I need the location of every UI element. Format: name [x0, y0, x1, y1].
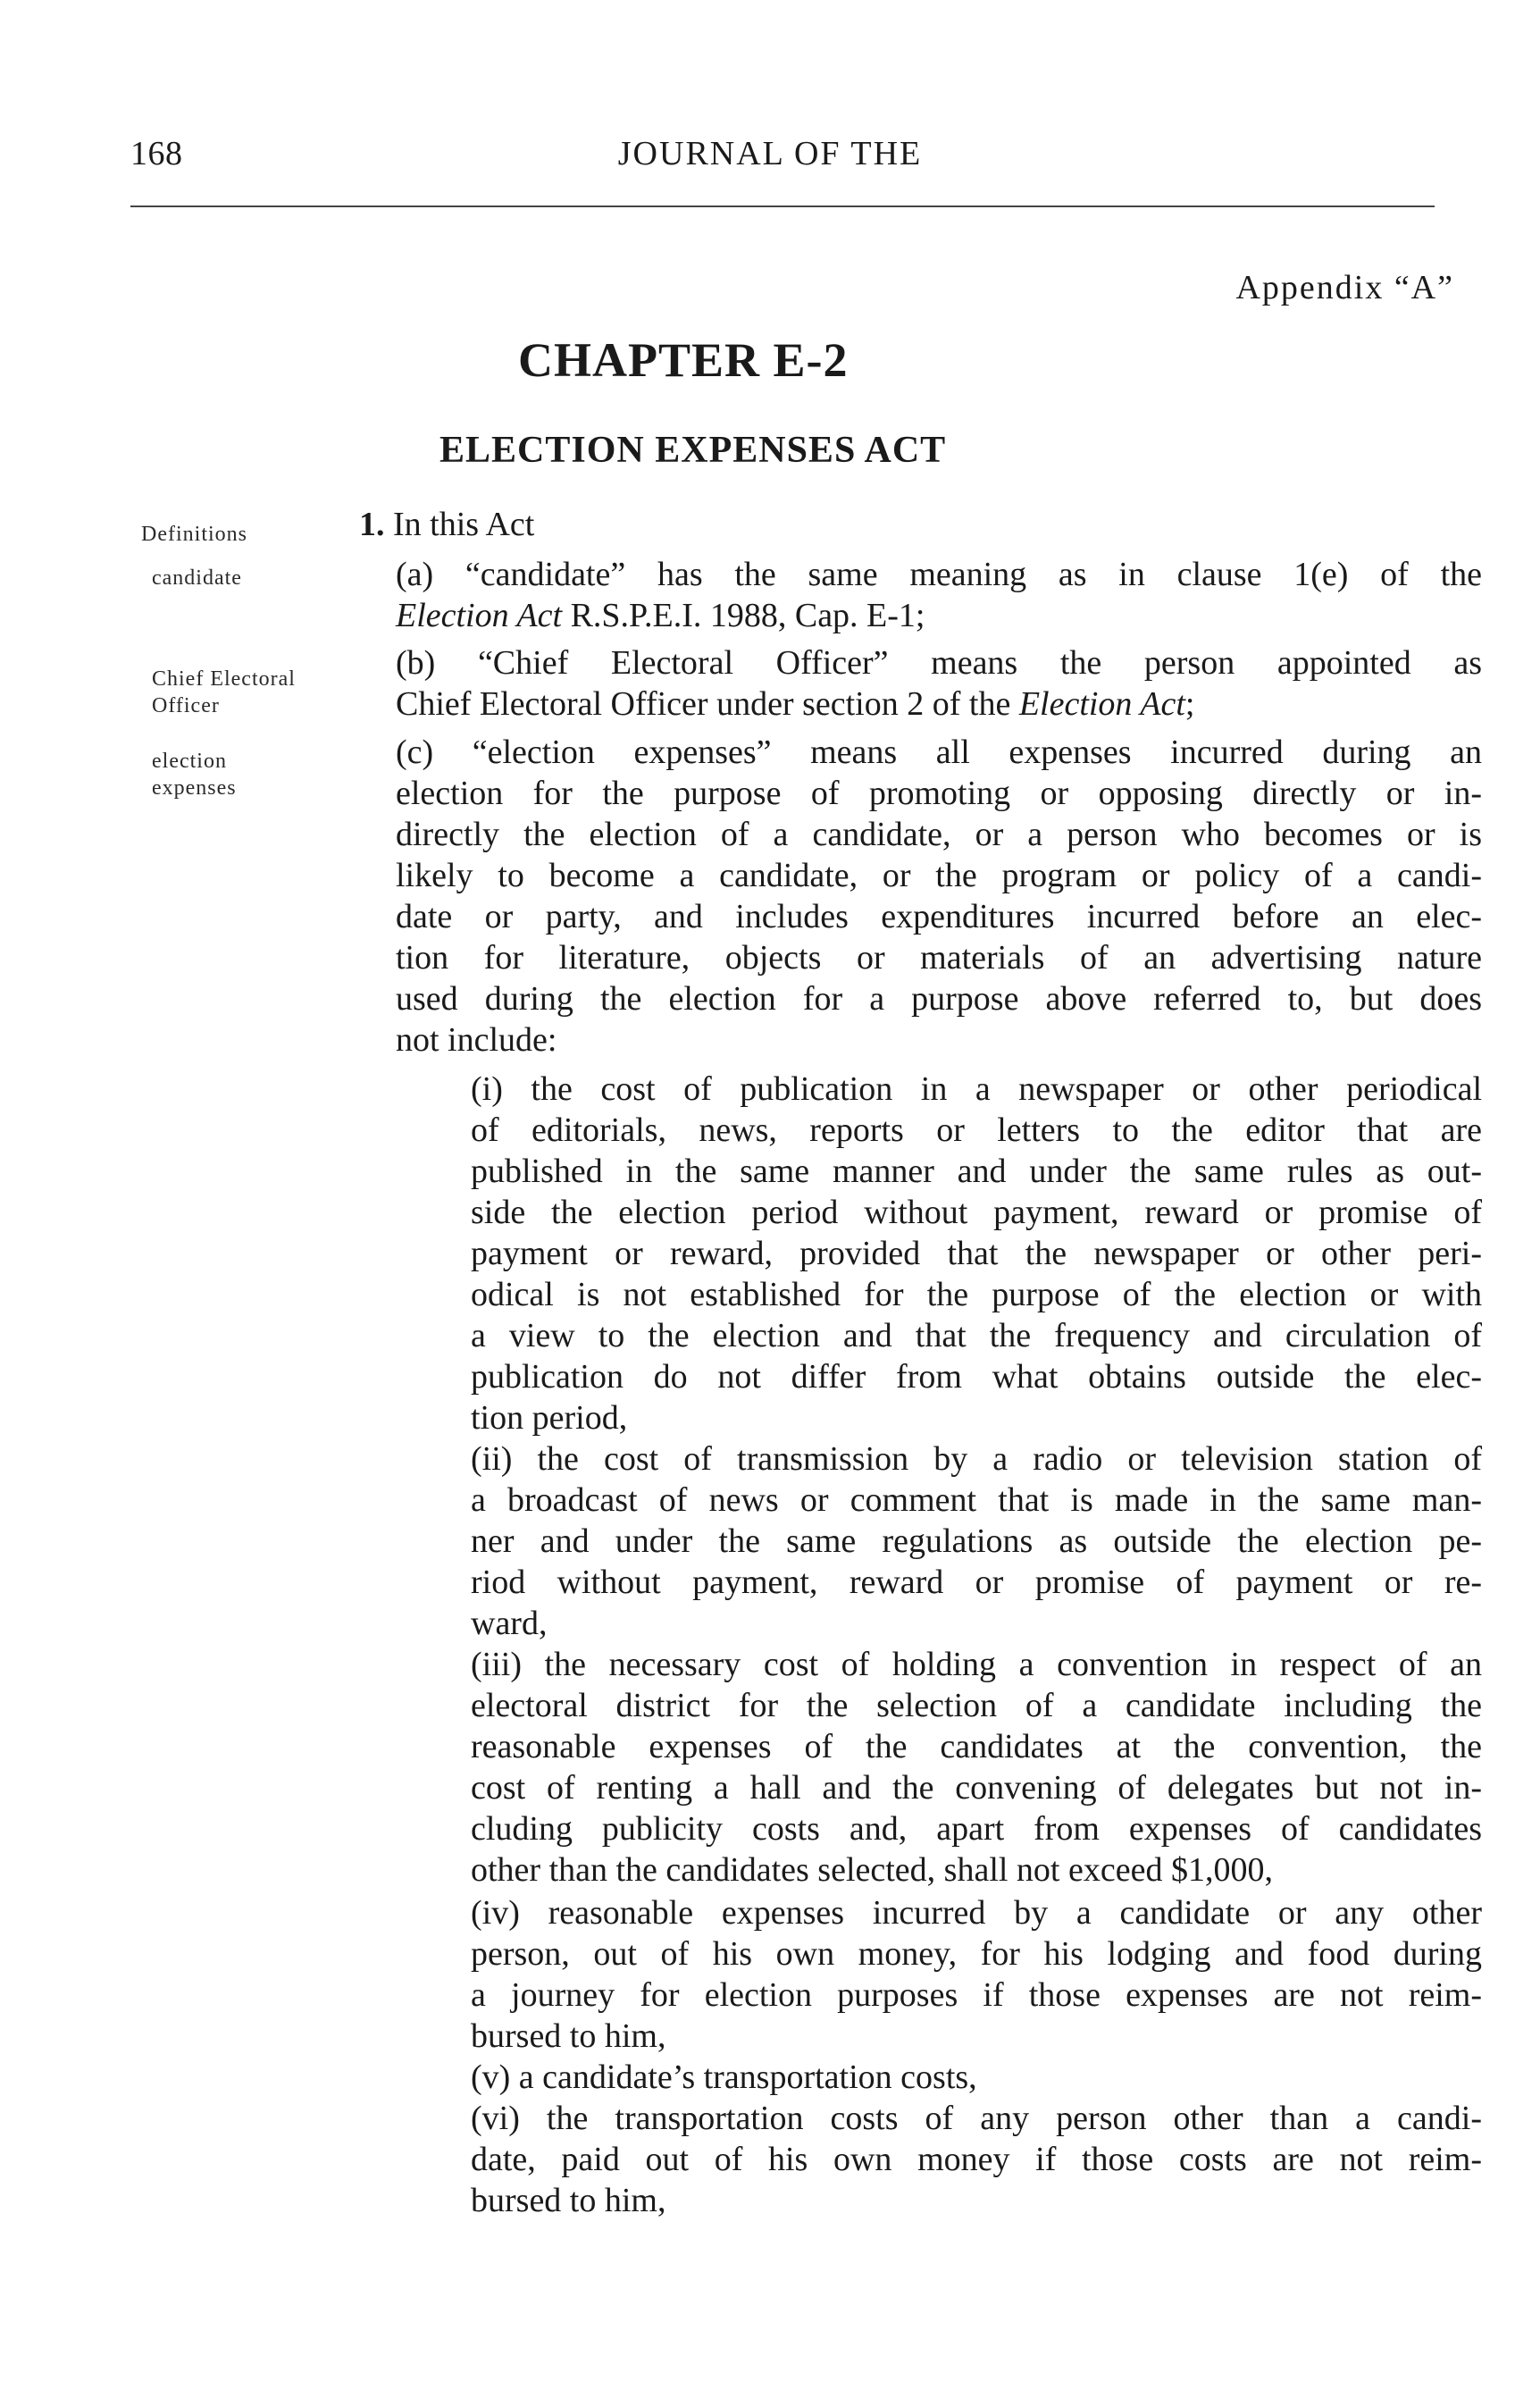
clause-text: Chief Electoral Officer under section 2 of the	[396, 685, 1019, 723]
subclause-i-line: odical is not established for the purpose of the election or with	[471, 1276, 1482, 1313]
page-number: 168	[130, 135, 183, 172]
subclause-i-line: payment or reward, provided that the newspaper or other peri-	[471, 1235, 1482, 1272]
subclause-iii-line: reasonable expenses of the candidates at the convention, the	[471, 1728, 1482, 1765]
clause-c-line: not include:	[396, 1021, 557, 1059]
clause-text: ;	[1184, 685, 1195, 723]
subclause-vi-line: (vi) the transportation costs of any person other than a candi-	[471, 2100, 1482, 2137]
clause-text: R.S.P.E.I. 1988, Cap. E-1;	[562, 597, 925, 634]
clause-c-line: tion for literature, objects or materials of an advertising nature	[396, 939, 1482, 977]
section-number: 1.	[359, 506, 385, 543]
subclause-vi-line: bursed to him,	[471, 2182, 666, 2219]
subclause-iii-line: cluding publicity costs and, apart from expenses of candidates	[471, 1810, 1482, 1848]
subclause-i-line: publication do not differ from what obtains outside the elec-	[471, 1358, 1482, 1396]
subclause-v-line: (v) a candidate’s transportation costs,	[471, 2058, 977, 2096]
subclause-i-line: (i) the cost of publication in a newspaper or other periodical	[471, 1070, 1482, 1108]
running-head: JOURNAL OF THE	[617, 135, 923, 172]
margin-note-definitions: Definitions	[141, 523, 247, 546]
subclause-ii-line: riod without payment, reward or promise of payment or re-	[471, 1564, 1482, 1601]
clause-b-line: (b) “Chief Electoral Officer” means the person appointed as	[396, 644, 1482, 682]
subclause-ii-line: ward,	[471, 1605, 548, 1642]
subclause-i-line: published in the same manner and under the same rules as out-	[471, 1153, 1482, 1190]
clause-c-line: (c) “election expenses” means all expenses incurred during an	[396, 734, 1482, 771]
section-lead: In this Act	[393, 506, 535, 543]
subclause-i-line: of editorials, news, reports or letters to the editor that are	[471, 1111, 1482, 1149]
clause-b-line	[396, 683, 1194, 725]
clause-a-line	[396, 595, 925, 636]
act-reference: Election Act	[1018, 685, 1185, 723]
margin-note-line: Chief Electoral	[152, 667, 296, 691]
subclause-iii-line: cost of renting a hall and the convening of delegates but not in-	[471, 1769, 1482, 1807]
subclause-vi-line: date, paid out of his own money if those costs are not reim-	[471, 2141, 1482, 2178]
subclause-ii-line: (ii) the cost of transmission by a radio or television station of	[471, 1440, 1482, 1478]
clause-c-line: likely to become a candidate, or the program or policy of a candi-	[396, 857, 1482, 894]
act-title: ELECTION EXPENSES ACT	[439, 430, 947, 471]
act-reference: Election Act	[396, 597, 563, 634]
appendix-label: Appendix “A”	[1235, 269, 1454, 306]
clause-a-line: (a) “candidate” has the same meaning as in clause 1(e) of the	[396, 556, 1482, 593]
subclause-iii-line: (iii) the necessary cost of holding a convention in respect of an	[471, 1646, 1482, 1683]
margin-note-line: Officer	[152, 694, 220, 717]
subclause-i-line: side the election period without payment, reward or promise of	[471, 1194, 1482, 1231]
subclause-iv-line: bursed to him,	[471, 2017, 666, 2055]
subclause-iv-line: (iv) reasonable expenses incurred by a candidate or any other	[471, 1894, 1482, 1932]
subclause-iii-line: other than the candidates selected, shall not exceed $1,000,	[471, 1851, 1273, 1889]
subclause-iv-line: a journey for election purposes if those expenses are not reim-	[471, 1976, 1482, 2014]
subclause-ii-line: ner and under the same regulations as outside the election pe-	[471, 1522, 1482, 1560]
subclause-iv-line: person, out of his own money, for his lodging and food during	[471, 1935, 1482, 1973]
clause-c-line: date or party, and includes expenditures incurred before an elec-	[396, 898, 1482, 935]
chapter-title: CHAPTER E-2	[518, 333, 849, 387]
margin-note-line: election	[152, 750, 227, 773]
subclause-ii-line: a broadcast of news or comment that is made in the same man-	[471, 1481, 1482, 1519]
subclause-iii-line: electoral district for the selection of a candidate including the	[471, 1687, 1482, 1724]
section-1-heading	[359, 504, 534, 545]
subclause-i-line: a view to the election and that the frequency and circulation of	[471, 1317, 1482, 1354]
clause-c-line: election for the purpose of promoting or opposing directly or in-	[396, 775, 1482, 812]
subclause-i-line: tion period,	[471, 1399, 628, 1437]
clause-c-line: used during the election for a purpose above referred to, but does	[396, 980, 1482, 1018]
margin-note-line: expenses	[152, 776, 237, 800]
margin-note-candidate: candidate	[152, 566, 242, 590]
clause-c-line: directly the election of a candidate, or a person who becomes or is	[396, 816, 1482, 853]
